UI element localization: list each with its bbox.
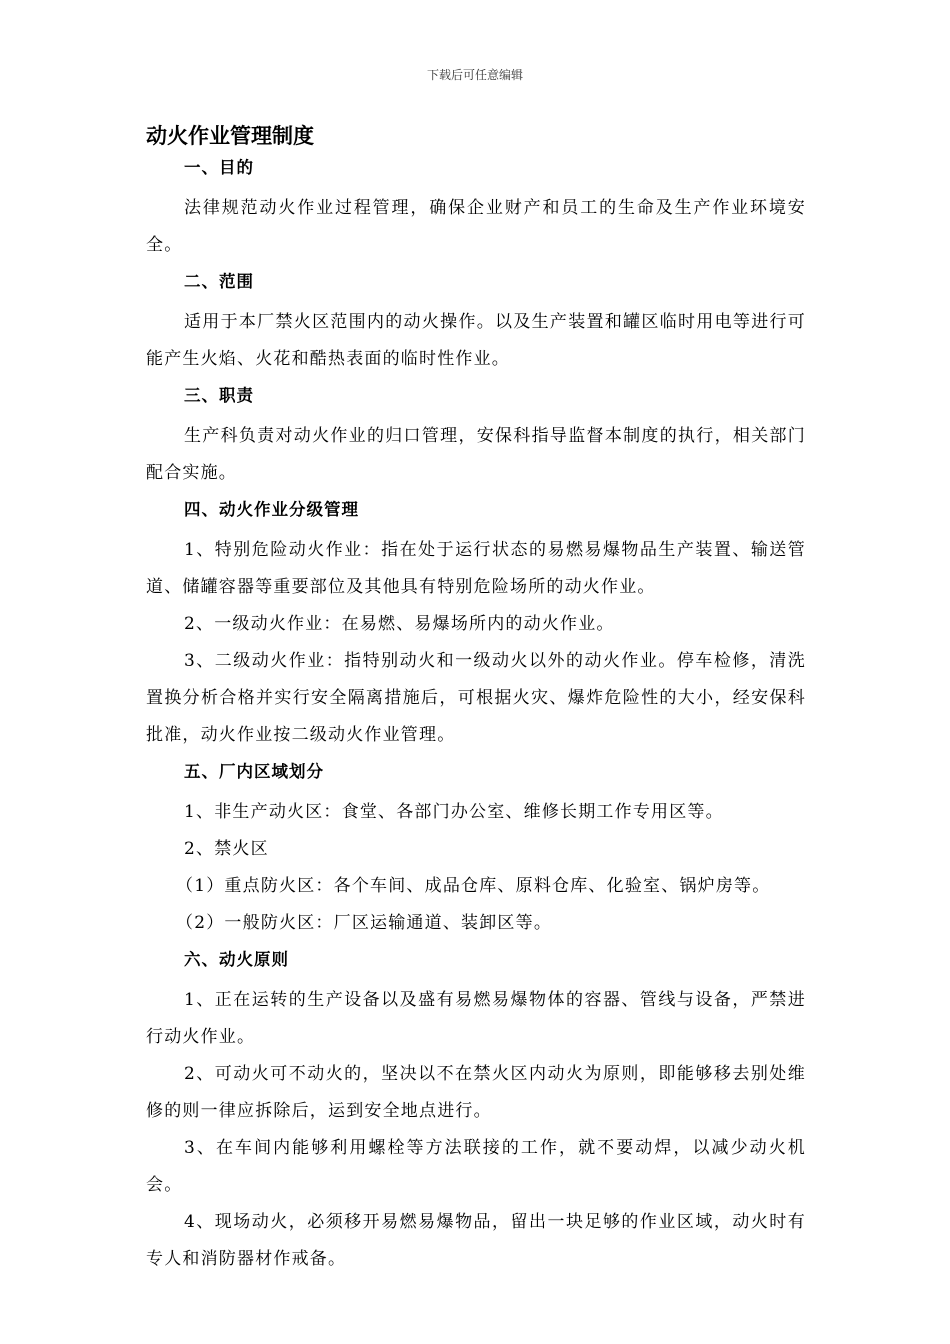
paragraph: 适用于本厂禁火区范围内的动火操作。以及生产装置和罐区临时用电等进行可能产生火焰、火花和酷热表面的临时性作业。	[146, 312, 806, 369]
document-title: 动火作业管理制度	[146, 124, 314, 148]
paragraph: 生产科负责对动火作业的归口管理，安保科指导监督本制度的执行，相关部门配合实施。	[146, 426, 806, 483]
paragraph: 1、正在运转的生产设备以及盛有易燃易爆物体的容器、管线与设备，严禁进行动火作业。	[146, 990, 806, 1047]
section-heading-grading: 四、动火作业分级管理	[184, 500, 359, 519]
page-header-note: 下载后可任意编辑	[426, 68, 523, 82]
paragraph: 1、特别危险动火作业：指在处于运行状态的易燃易爆物品生产装置、输送管道、储罐容器等重要部位及其他具有特别危险场所的动火作业。	[146, 540, 806, 597]
section-heading-responsibility: 三、职责	[184, 386, 254, 405]
paragraph: 2、一级动火作业：在易燃、易爆场所内的动火作业。	[184, 614, 615, 634]
paragraph: 3、在车间内能够利用螺栓等方法联接的工作，就不要动焊，以减少动火机会。	[146, 1138, 806, 1195]
section-heading-principles: 六、动火原则	[184, 950, 289, 969]
document-body	[146, 118, 806, 1278]
paragraph: （2）一般防火区：厂区运输通道、装卸区等。	[176, 913, 553, 933]
section-heading-scope: 二、范围	[184, 272, 254, 291]
paragraph: 2、可动火可不动火的，坚决以不在禁火区内动火为原则，即能够移去别处维修的则一律应拆除后，运到安全地点进行。	[146, 1064, 806, 1121]
paragraph: （1）重点防火区：各个车间、成品仓库、原料仓库、化验室、锅炉房等。	[176, 876, 771, 896]
section-heading-zones: 五、厂内区域划分	[184, 762, 324, 781]
paragraph: 2、禁火区	[184, 839, 269, 859]
paragraph: 法律规范动火作业过程管理，确保企业财产和员工的生命及生产作业环境安全。	[146, 198, 806, 255]
paragraph: 3、二级动火作业：指特别动火和一级动火以外的动火作业。停车检修，清洗置换分析合格并实行安全隔离措施后，可根据火灾、爆炸危险性的大小，经安保科批准，动火作业按二级动火作业管理。	[146, 651, 806, 745]
paragraph: 1、非生产动火区：食堂、各部门办公室、维修长期工作专用区等。	[184, 802, 724, 822]
paragraph: 4、现场动火，必须移开易燃易爆物品，留出一块足够的作业区域，动火时有专人和消防器材作戒备。	[146, 1212, 806, 1269]
section-heading-purpose: 一、目的	[184, 158, 254, 177]
